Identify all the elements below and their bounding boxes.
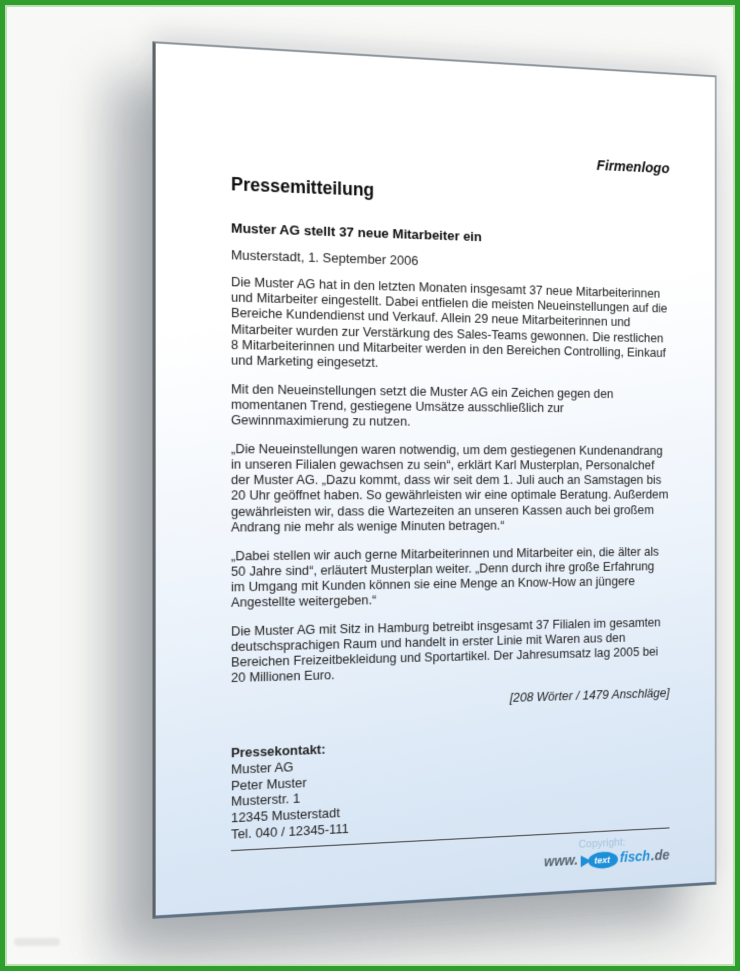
copyright-label: Copyright: — [578, 836, 626, 852]
dateline: Musterstadt, 1. September 2006 — [231, 246, 419, 269]
fish-icon — [581, 850, 618, 870]
brand-url-prefix: www. — [544, 852, 578, 870]
contact-line-phone: Tel. 040 / 12345-111 — [231, 820, 349, 842]
document-title: Pressemitteilung — [231, 173, 375, 201]
body-paragraph: Die Muster AG mit Sitz in Hamburg betreibt insgesamt 37 Filialen im gesamten deutschsprachigen Raum und handelt in erster Linie mit Waren aus den Bereichen Freizeitbekleidung und Sportartikel. Der Jahresumsatz lag 2005 bei 20 Millionen Euro. — [231, 615, 661, 686]
contact-line-street: Musterstr. 1 — [231, 790, 301, 810]
word-count-note: [208 Wörter / 1479 Anschläge] — [509, 686, 670, 706]
fish-icon-text: text — [594, 855, 611, 867]
headline: Muster AG stellt 37 neue Mitarbeiter ein — [231, 220, 482, 245]
brand-url-middle: fisch — [619, 848, 651, 866]
company-logo-placeholder: Firmenlogo — [596, 158, 670, 178]
press-contact-block — [231, 729, 669, 842]
footer — [231, 833, 669, 890]
press-contact-label: Pressekontakt: — [231, 741, 326, 761]
edge-watermark — [14, 938, 60, 946]
contact-line-company: Muster AG — [231, 758, 294, 777]
body-paragraph: Mit den Neueinstellungen setzt die Muster AG ein Zeichen gegen den momentanen Trend, gestiegene Umsätze ausschließlich zur Gewinnmaximierung zu nutzen. — [231, 381, 614, 429]
body-paragraph: „Die Neueinstellungen waren notwendig, um dem gestiegenen Kundenandrang in unseren Filialen gewachsen zu sein“, erklärt Karl Musterplan, Personalchef der Muster AG. „Dazu kommt, dass wir seit dem 1. Juli auch an Samstagen bis 20 Uhr geöffnet haben. So gewährleisten wir eine optimale Beratung. Außerdem gewährleisten wir, dass die Wartezeiten an unseren Kassen auch bei großem Andrang nie mehr als wenige Minuten betragen.“ — [231, 441, 669, 535]
body-paragraph: Die Muster AG hat in den letzten Monaten insgesamt 37 neue Mitarbeiterinnen und Mitarbeiter eingestellt. Dabei entfielen die meisten Neueinstellungen auf die Bereiche Kundendienst und Verkauf. Allein 29 neue Mitarbeiterinnen und Mitarbeiter wurden zur Verstärkung des Sales-Teams gewonnen. Die restlichen 8 Mitarbeiterinnen und Mitarbeiter werden in den Bereichen Controlling, Einkauf und Marketing eingesetzt. — [231, 274, 668, 370]
press-release-page — [152, 41, 716, 919]
brand-url-suffix: .de — [650, 847, 670, 864]
contact-line-person: Peter Muster — [231, 774, 307, 793]
body-paragraph: „Dabei stellen wir auch gerne Mitarbeiterinnen und Mitarbeiter ein, die älter als 50 Jahre sind“, erläutert Musterplan weiter. „Denn durch ihre große Erfahrung im Umgang mit Kunden können sie eine Menge an Know-How an jüngere Angestellte weitergeben.“ — [231, 544, 659, 611]
contact-line-city: 12345 Musterstadt — [231, 804, 340, 826]
